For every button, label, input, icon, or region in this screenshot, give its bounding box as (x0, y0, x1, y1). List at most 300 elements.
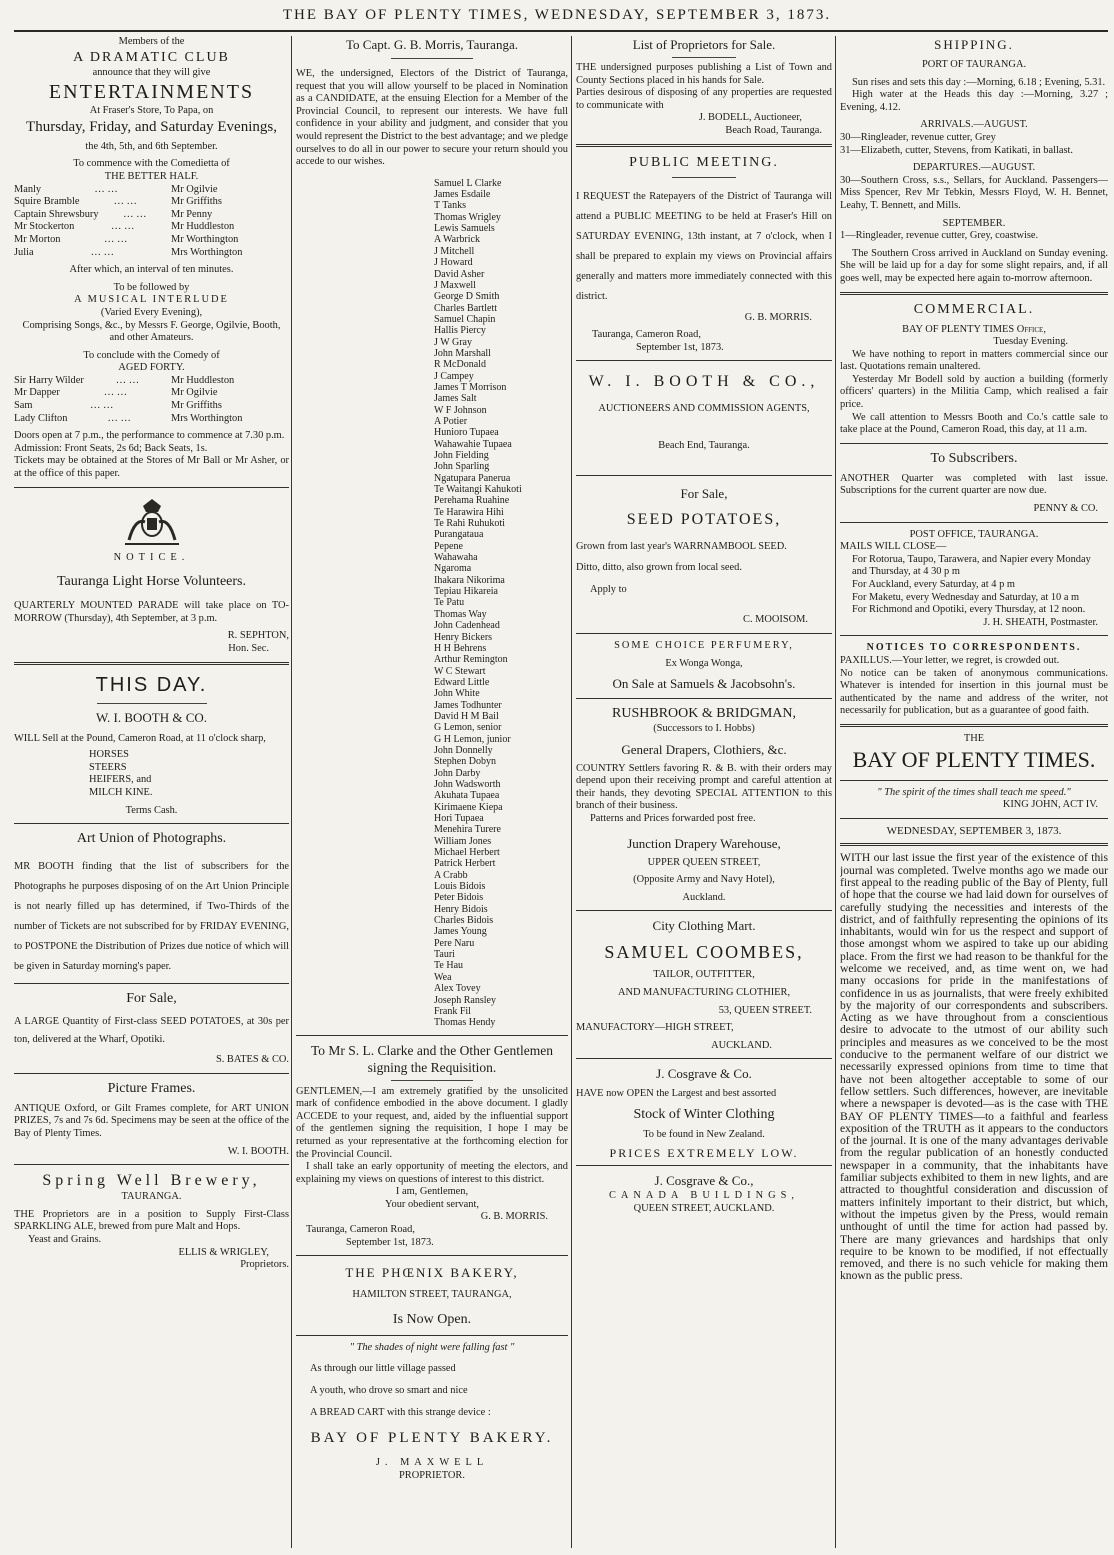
ad-body: THE Proprietors are in a position to Supply First-Class SPARKLING ALE, brewed from pure Malt and Hops. (14, 1208, 289, 1233)
public-meeting-notice (576, 153, 832, 355)
picture-frames-ad (14, 1080, 289, 1158)
notice-body: I REQUEST the Ratepayers of the District of Tauranga will attend a PUBLIC MEETING to be held at Fraser's Hill on SATURDAY EVENING, 13th instant, at 7 o'clock, when I shall be prepared to explain my views on Provincial affairs generally and matters more immediately connected with this district. (576, 190, 832, 302)
ad-body: Parties desirous of disposing of any properties are requested to communicate with (576, 87, 832, 111)
section-line: BAY OF PLENTY TIMES Office, (902, 323, 1046, 335)
ad-body: THE undersigned purposes publishing a List of Town and County Sections placed in his hands for Sale. (576, 62, 832, 86)
notice-signature: G. B. MORRIS. (480, 1211, 548, 1223)
rule (576, 1058, 832, 1059)
section-text: Sun rises and sets this day :—Morning, 6.18 ; Evening, 5.31. (852, 76, 1106, 88)
ad-heading: SOME CHOICE PERFUMERY, (614, 639, 794, 651)
ad-heading: SEED POTATOES, (626, 510, 782, 528)
ad-heading: THIS DAY. (95, 673, 208, 696)
signatory-name: James Young (434, 926, 487, 938)
ad-signature: CANADA BUILDINGS, (608, 1190, 800, 1202)
signatory-name: Louis Bidois (434, 881, 486, 893)
ad-signature: W. I. BOOTH. (227, 1145, 289, 1157)
signatory-name: George D Smith (434, 291, 500, 303)
section-text: The Southern Cross arrived in Auckland on Sunday evening. She will be laid up for a day for some slight repairs, and, if all goes well, may be expected here again to-morrow afternoon. (840, 247, 1108, 284)
cast-actor: Mr Huddleston (171, 221, 235, 233)
section-text: 31—Elizabeth, cutter, Stevens, from Katikati, in ballast. (840, 144, 1074, 156)
signatory-name: Edward Little (434, 676, 490, 688)
signatory-name: Stephen Dobyn (434, 756, 496, 768)
ad-heading: BAY OF PLENTY BAKERY. (310, 1430, 554, 1447)
column-2 (296, 36, 568, 1548)
signatory-name: J Campey (434, 370, 474, 382)
section-text: 1—Ringleader, revenue cutter, Grey, coastwise. (840, 230, 1039, 242)
section-heading: NOTICES TO CORRESPONDENTS. (866, 642, 1082, 654)
ad-line: To be followed by (113, 281, 190, 293)
signatory-name: Kirimaene Kiepa (434, 801, 503, 813)
section-subheading: SEPTEMBER. (942, 217, 1006, 229)
rule (840, 443, 1108, 444)
signatory-name: Tepiau Hikareia (434, 586, 498, 598)
cast-role: Captain Shrewsbury (14, 208, 99, 220)
signatory-name: James Todhunter (434, 699, 502, 711)
ad-heading: SAMUEL COOMBES, (604, 942, 804, 963)
column-1 (14, 36, 289, 1548)
signatory-name: Thomas Hendy (434, 1017, 496, 1029)
column-3 (576, 36, 832, 1548)
seed-potatoes-ad (14, 990, 289, 1067)
cast-actor: Mr Ogilvie (171, 387, 218, 399)
ad-line: To conclude with the Comedy of (83, 349, 220, 361)
signatory-name: Ngatupara Panerua (434, 472, 511, 484)
signatory-name: Ihakara Nikorima (434, 574, 505, 586)
signatory-name: James T Morrison (434, 381, 507, 393)
cast-actor: Mr Griffiths (171, 400, 222, 412)
signatory-name: Lewis Samuels (434, 223, 495, 235)
rule (840, 818, 1108, 819)
livestock-item: STEERS (89, 761, 127, 773)
cast-role: Mr Stockerton (14, 221, 75, 233)
signatory-name: G H Lemon, junior (434, 733, 511, 745)
rule (97, 703, 207, 704)
section-text: For Auckland, every Saturday, at 4 p m (852, 579, 1015, 590)
notice-heading: To Capt. G. B. Morris, Tauranga. (346, 37, 518, 52)
section-heading: SHIPPING. (934, 37, 1014, 52)
signatory-name: John Cadenhead (434, 620, 500, 632)
column-divider (835, 36, 836, 1548)
ad-signature: C. MOOISOM. (743, 614, 808, 626)
ad-heading: THE PHŒNIX BAKERY, (345, 1265, 519, 1281)
livestock-item: HEIFERS, and (89, 774, 152, 786)
rule (840, 635, 1108, 636)
signatory-name: Peter Bidois (434, 892, 484, 904)
notice-body: QUARTERLY MOUNTED PARADE will take place on TO-MORROW (Thursday), 4th September, at 3 p.m. (14, 600, 289, 624)
rule (391, 1080, 473, 1081)
cast-row (14, 375, 289, 388)
rule (576, 144, 832, 147)
signatory-name: Ngaroma (434, 563, 472, 575)
signatory-name: Te Harawira Hihi (434, 506, 504, 518)
ad-line: Ditto, ditto, also grown from local seed. (576, 562, 742, 574)
notice-line: Tauranga, Cameron Road, (306, 1224, 415, 1236)
rule (14, 1164, 289, 1165)
signatory-name: Wea (434, 971, 452, 983)
signatory-name: John Darby (434, 767, 481, 779)
notice-body: I shall take an early opportunity of meeting the electors, and explaining my views on questions of interest to this district. (296, 1161, 568, 1185)
ad-line: To commence with the Comedietta of (73, 158, 230, 170)
section-subheading: ARRIVALS.—AUGUST. (920, 119, 1028, 131)
ad-line: Grown from last year's WARRNAMBOOL SEED. (576, 540, 787, 552)
signatory-name: A Warbrick (434, 234, 480, 246)
cast-actor: Mr Huddleston (171, 374, 235, 386)
rule (14, 487, 289, 488)
signatory-name: Pere Naru (434, 937, 475, 949)
ad-line: Tickets may be obtained at the Stores of Mr Ball or Mr Asher, or at the office of this paper. (14, 455, 289, 480)
section-text: 30—Ringleader, revenue cutter, Grey (840, 131, 996, 143)
ad-heading: Picture Frames. (107, 1080, 196, 1096)
ad-poem: A BREAD CART with this strange device : (310, 1406, 491, 1418)
section-text: MAILS WILL CLOSE— (840, 541, 947, 553)
auctioneers-ad (576, 370, 832, 452)
rule (672, 57, 736, 58)
signatory-name: H H Behrens (434, 642, 487, 654)
cast-row (14, 400, 289, 413)
ad-line: AUCKLAND. (711, 1039, 772, 1051)
ad-line: A MUSICAL INTERLUDE (74, 294, 229, 306)
cast-row (14, 234, 289, 247)
signatory-name: Tauri (434, 949, 455, 961)
editorial-line: THE (963, 732, 985, 744)
ad-heading: J. Cosgrave & Co. (656, 1066, 752, 1082)
rule (576, 633, 832, 634)
cast-role: Mr Morton (14, 233, 61, 245)
signatory-name: Samuel Chapin (434, 313, 496, 325)
drapers-ad (576, 705, 832, 904)
notice-heading: PUBLIC MEETING. (629, 154, 779, 170)
signatory-name: Thomas Wrigley (434, 211, 501, 223)
section-signature: J. H. SHEATH, Postmaster. (983, 616, 1098, 628)
ad-line: Admission: Front Seats, 2s 6d; Back Seats, 1s. (14, 442, 208, 454)
ad-line: (Varied Every Evening), (100, 306, 203, 318)
signatory-name: John White (434, 688, 480, 700)
volunteers-notice (14, 552, 289, 656)
editorial-motto-source: KING JOHN, ACT IV. (1002, 799, 1098, 811)
shipping-section (840, 36, 1108, 286)
ad-line: After which, an interval of ten minutes. (69, 264, 234, 276)
section-text: We have nothing to report in matters commercial since our last. Quotations remain unaltered. (840, 348, 1108, 373)
rule (840, 292, 1108, 295)
cast-role: Lady Clifton (14, 412, 68, 424)
ad-line: HAMILTON STREET, TAURANGA, (352, 1289, 512, 1301)
signatory-name: James Salt (434, 393, 477, 405)
editorial (840, 733, 1108, 1283)
signatory-name: R McDonald (434, 359, 486, 371)
rule (14, 662, 289, 665)
ad-line: Junction Drapery Warehouse, (627, 835, 781, 851)
leader-dots: … … (123, 208, 147, 220)
signatory-name: Akuhata Tupaea (434, 790, 500, 802)
signatory-name: Menehira Turere (434, 824, 501, 836)
ad-line: To be found in New Zealand. (643, 1129, 765, 1140)
section-text: High water at the Heads this day :—Morning, 3.27 ; Evening, 4.12. (840, 89, 1108, 113)
ad-signature: J. BODELL, Auctioneer, (698, 112, 802, 124)
ad-line: UPPER QUEEN STREET, (647, 856, 761, 868)
post-office-notice (840, 529, 1108, 630)
signatory-name: John Donnelly (434, 744, 493, 756)
section-text: ANOTHER Quarter was completed with last issue. Subscriptions for the current quarter are now due. (840, 472, 1108, 497)
notice-heading: Tauranga Light Horse Volunteers. (56, 574, 246, 590)
section-subheading: DEPARTURES.—AUGUST. (912, 162, 1036, 174)
signatory-name: Joseph Ransley (434, 994, 496, 1006)
signatory-name: G Lemon, senior (434, 722, 502, 734)
cast-role: Manly (14, 183, 42, 195)
notice-heading: To Mr S. L. Clarke and the Other Gentlemen signing the Requisition. (311, 1042, 553, 1075)
cast-row (14, 387, 289, 400)
ad-line: Yeast and Grains. (28, 1233, 102, 1245)
ad-body: WILL Sell at the Pound, Cameron Road, at 11 o'clock sharp, (14, 732, 266, 744)
notice-line: September 1st, 1873. (636, 341, 724, 353)
ad-line: HAVE now OPEN the Largest and best assorted (576, 1088, 777, 1100)
ad-body: A LARGE Quantity of First-class SEED POTATOES, at 30s per ton, delivered at the Wharf, Opotiki. (14, 1016, 289, 1046)
clothing-mart-ad (576, 917, 832, 1052)
bakery-ad (296, 1262, 568, 1482)
signatory-name: James Esdaile (434, 189, 491, 201)
livestock-item: MILCH KINE. (89, 786, 153, 798)
signatory-name: Thomas Way (434, 608, 487, 620)
leader-dots: … … (103, 387, 128, 399)
signatory-name: Te Waitangi Kahukoti (434, 484, 522, 496)
rule (14, 1073, 289, 1074)
signatory-name: J Mitchell (434, 245, 475, 257)
ad-line: AUCTIONEERS AND COMMISSION AGENTS, (598, 403, 810, 415)
signatory-name: David Asher (434, 268, 485, 280)
cast-row (14, 413, 289, 426)
signatory-name: J Howard (434, 257, 473, 269)
livestock-item: HORSES (89, 749, 129, 761)
ad-line: Comprising Songs, &c., by Messrs F. George, Ogilvie, Booth, and other Amateurs. (22, 319, 281, 344)
signatory-name: Henry Bickers (434, 631, 493, 643)
signatory-list (296, 178, 568, 1029)
signatory-name: J Maxwell (434, 279, 476, 291)
ad-heading: For Sale, (126, 991, 177, 1007)
cast-role: Squire Bramble (14, 196, 80, 208)
cast-list (14, 184, 289, 260)
art-union-ad (14, 830, 289, 977)
ad-line: the 4th, 5th, and 6th September. (85, 140, 218, 152)
signatory-name: Arthur Remington (434, 654, 508, 666)
perfumery-ad (576, 640, 832, 692)
ad-firm: W. I. BOOTH & CO. (95, 709, 208, 725)
rule (296, 1335, 568, 1336)
signatory-name: T Tanks (434, 200, 466, 212)
section-text: For Maketu, every Wednesday and Saturday, at 10 a m (852, 591, 1080, 603)
ad-line: MANUFACTORY—HIGH STREET, (576, 1022, 734, 1034)
ad-line: announce that they will give (92, 66, 211, 78)
cast-role: Sir Harry Wilder (14, 374, 84, 386)
ad-line: Ex Wonga Wonga, (665, 657, 743, 669)
ad-line: (Opposite Army and Navy Hotel), (633, 874, 775, 886)
section-signature: PENNY & CO. (1033, 503, 1098, 515)
cast-actor: Mr Ogilvie (171, 183, 218, 195)
proprietors-ad (576, 36, 832, 138)
notice-line: Your obedient servant, (385, 1198, 479, 1210)
ad-line: Thursday, Friday, and Saturday Evenings, (26, 118, 277, 135)
auction-ad (14, 671, 289, 818)
leader-dots: … … (104, 233, 128, 245)
ad-heading: RUSHBROOK & BRIDGMAN, (612, 706, 796, 722)
correspondents-notice (840, 642, 1108, 718)
masthead-rule (14, 30, 1108, 32)
cast-actor: Mr Griffiths (171, 196, 222, 208)
ad-heading: W. I. BOOTH & CO., (588, 373, 820, 391)
cast-row (14, 209, 289, 222)
ad-poem: As through our little village passed (310, 1363, 456, 1375)
signatory-name: Pepene (434, 540, 463, 552)
commercial-section (840, 301, 1108, 437)
ad-poem: " The shades of night were falling fast " (349, 1341, 515, 1353)
ad-line: Doors open at 7 p.m., the performance to commence at 7.30 p.m. (14, 430, 285, 442)
signatory-name: Hori Tupaea (434, 813, 484, 824)
ad-heading: ENTERTAINMENTS (48, 81, 255, 104)
ad-body: COUNTRY Settlers favoring R. & B. with their orders may depend upon their receiving prompt and careful attention at their hands, they devoting SPECIAL ATTENTION to this branch of their business. (576, 762, 832, 812)
notice-line: Tauranga, Cameron Road, (592, 329, 701, 341)
cast-row (14, 184, 289, 197)
royal-crest-icon (117, 496, 187, 548)
signatory-name: Te Patu (434, 597, 465, 609)
leader-dots: … … (107, 412, 131, 424)
signatory-name: John Marshall (434, 347, 491, 359)
notice-title: NOTICE. (113, 551, 190, 563)
ad-signature: QUEEN STREET, AUCKLAND. (633, 1202, 775, 1214)
ad-line: Stock of Winter Clothing (633, 1107, 775, 1122)
ad-signature: S. BATES & CO. (215, 1054, 289, 1066)
section-heading: COMMERCIAL. (913, 301, 1035, 317)
cast-actor: Mrs Worthington (170, 246, 243, 258)
editorial-body: WITH our last issue the first year of the existence of this journal was completed. Twelve months ago we made our first appeal to the reading public of the Bay of Plenty, full of hope that the course we had laid down for ourselves of carefully studying the necessities and interests of the district, and of faithfully representing the opinions of its inhabitants, would win for us the respect and support of those amongst whom we aspired to take up our abiding place. From the first we had reason to be thankful for the welcome we received, and, as time went on, we had many occasions for pride in the manifestations of confidence in us as journalists, that were freely exhibited by the majority of our correspondents and subscribers. Acting as we have throughout from a conscientious desire to advocate to the utmost of our ability such principles and measures as we conceived to be the most conducive to the permanent welfare of our district we necessarily expressed opinions from time to time that have not been altogether acceptable to some of our fellow settlers. Such differences, however, are inevitable where a newspaper is devoted—as is the case with THE BAY OF PLENTY TIMES—to a faithful and fearless exposition of the TRUTH as it appears to the conductors of the journal. It is one of the many advantages derivable from the regular publication of an honestly conducted newspaper in a community, that the inhabitants have familiar subjects exhibited to them in new lights, and are attracted to thoughtful consideration and discussion of matters infinitely important to their district, but which, without the impetus given by the Press, would remain unthought of until the time for action had passed by. There are many grievances and hardships that only require to be known to be modified, if not effectually removed, and there is no such vehicle for making them known as the public press. (840, 851, 1108, 1283)
ad-heading: Spring Well Brewery, (42, 1172, 261, 1190)
brewery-ad (14, 1171, 289, 1272)
signatory-name: John Fielding (434, 450, 489, 461)
ad-line: Members of the (118, 36, 185, 47)
signatory-name: William Jones (434, 835, 492, 847)
rule (840, 522, 1108, 523)
notice-body: WE, the undersigned, Electors of the District of Tauranga, request that you will allow yourself to be placed in Nomination as a CANDIDATE, at the ensuing Election for a Member of the Provincial Council, to represent our interests. We have full confidence in your ability and judgment, and consider that you would represent the District to the best advantage; and we pledge ourselves to do all in our power to secure your return should you accede to our wishes. (296, 68, 568, 168)
cast-row (14, 196, 289, 209)
leader-dots: … … (90, 246, 114, 258)
signatory-name: Purangataua (434, 529, 484, 541)
rule (391, 58, 473, 59)
cast-role: Mr Dapper (14, 387, 60, 399)
ad-body: ANTIQUE Oxford, or Gilt Frames complete, for ART UNION PRIZES, 7s and 7s 6d. Specimens may be seen at the office of the Bay of Plenty Times. (14, 1102, 289, 1139)
leader-dots: … … (115, 374, 140, 386)
signatory-name: John Wadsworth (434, 778, 501, 790)
ad-terms: Terms Cash. (125, 804, 178, 816)
ad-line: Patterns and Prices forwarded post free. (590, 813, 756, 825)
signatory-name: Perehama Ruahine (434, 495, 510, 507)
notice-line: September 1st, 1873. (346, 1236, 434, 1248)
signatory-name: Wahawahie Tupaea (434, 438, 512, 450)
column-divider (571, 36, 572, 1548)
subscribers-notice (840, 450, 1108, 516)
ad-line: On Sale at Samuels & Jacobsohn's. (612, 676, 796, 692)
section-text: 30—Southern Cross, s.s., Sellars, for Auckland. Passengers—Miss Spencer, Rev Mr Tebkin, Messrs Floyd, W. H. Bennet, Leahy, T. Bennett, and Mills. (840, 174, 1108, 211)
section-heading: To Subscribers. (930, 450, 1018, 466)
paper-title: BAY OF PLENTY TIMES. (852, 746, 1096, 772)
cast-actor: Mr Penny (170, 208, 213, 220)
rule (672, 177, 736, 178)
ad-line: Apply to (590, 583, 627, 595)
ad-signature: PROPRIETOR. (399, 1469, 465, 1481)
section-text: For Richmond and Opotiki, every Thursday, at 12 noon. (852, 604, 1086, 616)
notice-signature: G. B. MORRIS. (744, 311, 812, 323)
rule (14, 823, 289, 824)
ad-line: THE BETTER HALF. (104, 170, 199, 182)
ad-line: Beach End, Tauranga. (658, 439, 750, 451)
cast-row (14, 247, 289, 260)
signatory-name: Samuel L Clarke (434, 177, 502, 189)
signatory-name: W F Johnson (434, 404, 487, 416)
rule (840, 780, 1108, 781)
rule (576, 698, 832, 699)
notice-signature: Hon. Sec. (228, 643, 269, 654)
leader-dots: … … (113, 196, 137, 208)
signatory-name: Henry Bidois (434, 903, 488, 915)
signatory-name: Te Rahi Ruhukoti (434, 518, 505, 530)
signatory-name: J W Gray (434, 336, 472, 348)
signatory-name: Michael Herbert (434, 847, 500, 859)
seed-potatoes-ad (576, 485, 832, 627)
cosgrave-ad (576, 1065, 832, 1215)
rule (296, 1035, 568, 1036)
ad-line: 53, QUEEN STREET. (718, 1004, 812, 1016)
requisition-notice (296, 36, 568, 1029)
ad-heading: Art Union of Photographs. (76, 831, 227, 847)
section-heading: POST OFFICE, TAURANGA. (909, 528, 1039, 540)
signatory-name: John Sparling (434, 461, 490, 473)
rule (576, 1165, 832, 1166)
livestock-list (14, 749, 289, 799)
ad-line: AND MANUFACTURING CLOTHIER, (617, 987, 791, 999)
leader-dots: … … (110, 221, 135, 233)
ad-line: TAILOR, OUTFITTER, (653, 969, 755, 981)
ad-signature: Proprietors. (240, 1259, 289, 1271)
section-text: We call attention to Messrs Booth and Co.'s cattle sale to take place at the Pound, Cameron Road, this day, at 11 a.m. (840, 411, 1108, 436)
ad-line: AGED FORTY. (118, 362, 185, 374)
signatory-name: A Potier (434, 415, 468, 427)
section-text: For Rotorua, Taupo, Tarawera, and Napier every Monday and Thursday, at 4 30 p m (852, 553, 1091, 578)
notice-line: I am, Gentlemen, (395, 1186, 469, 1198)
ad-signature: J. Cosgrave & Co., (654, 1173, 754, 1189)
ad-signature: ELLIS & WRIGLEY, (178, 1246, 269, 1258)
ad-signature: J. MAXWELL (375, 1457, 489, 1469)
signatory-name: Wahawaha (434, 552, 478, 564)
leader-dots: … … (94, 183, 118, 195)
rule (296, 1255, 568, 1256)
signatory-name: Hunioro Tupaea (434, 427, 499, 439)
cast-role: Sam (14, 400, 33, 412)
ad-poem: A youth, who drove so smart and nice (310, 1385, 468, 1397)
rule (14, 983, 289, 984)
ad-line: (Successors to I. Hobbs) (653, 723, 755, 735)
signatory-name: Patrick Herbert (434, 858, 496, 870)
leader-dots: … … (90, 400, 114, 412)
signatory-name: A Crabb (434, 869, 468, 881)
reply-notice (296, 1042, 568, 1250)
signatory-name: Te Hau (434, 960, 464, 972)
signatory-name: W C Stewart (434, 665, 486, 677)
editorial-date: WEDNESDAY, SEPTEMBER 3, 1873. (886, 824, 1062, 837)
dramatic-club-ad (14, 36, 289, 481)
rule (840, 724, 1108, 727)
editorial-motto: " The spirit of the times shall teach me speed." (877, 786, 1071, 798)
cast-list (14, 375, 289, 425)
column-4 (840, 36, 1108, 1548)
ad-line: PRICES EXTREMELY LOW. (609, 1145, 799, 1160)
ad-heading: For Sale, (680, 485, 728, 501)
ad-signature: Beach Road, Tauranga. (725, 124, 822, 136)
